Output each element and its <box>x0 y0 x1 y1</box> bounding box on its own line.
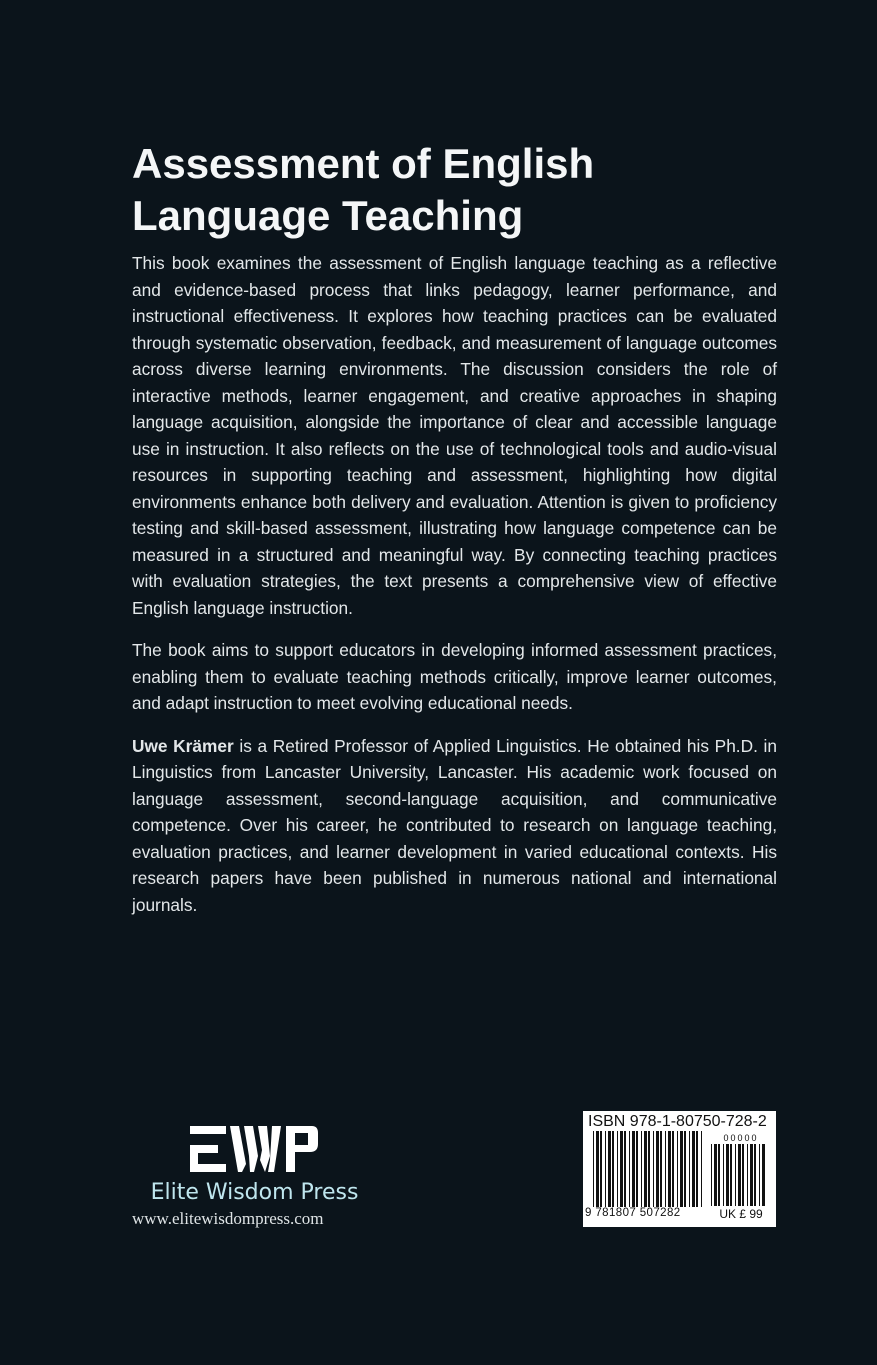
barcode-bar <box>735 1144 736 1206</box>
barcode-bar <box>612 1131 614 1207</box>
barcode-bar <box>738 1144 741 1206</box>
barcode-bar <box>636 1131 638 1207</box>
barcode-bar <box>629 1131 630 1207</box>
barcode-bar <box>600 1131 602 1207</box>
barcode-main-bars <box>593 1131 705 1207</box>
barcode-bar <box>730 1144 732 1206</box>
barcode-bar <box>747 1144 748 1206</box>
barcode-bar <box>672 1131 674 1207</box>
ewp-logo-icon <box>190 1120 320 1178</box>
barcode-bar <box>644 1131 647 1207</box>
isbn-barcode <box>583 1111 776 1227</box>
book-title <box>132 138 772 242</box>
barcode-bar <box>605 1131 606 1207</box>
barcode-bar <box>711 1144 712 1206</box>
barcode-bar <box>754 1144 756 1206</box>
publisher-name: Elite Wisdom Press <box>150 1180 359 1205</box>
barcode-digits: 9 781807 507282 <box>585 1207 681 1219</box>
barcode-bar <box>723 1144 724 1206</box>
barcode-bar <box>726 1144 729 1206</box>
barcode-bar <box>624 1131 626 1207</box>
barcode-bar <box>689 1131 690 1207</box>
barcode-bar <box>608 1131 611 1207</box>
barcode-bar <box>653 1131 654 1207</box>
blurb-paragraph-1: This book examines the assessment of English language teaching as a reflective and evidence-based process that links pedagogy, learner performance, and instructional effectiveness. It explores how teaching practices can be evaluated through systematic observation, feedback, and measurement of language outcomes across diverse learning environments. The discussion considers the role of interactive methods, learner engagement, and creative approaches in shaping language acquisition, alongside the importance of clear and accessible language use in instruction. It also reflects on the use of technological tools and audio-visual resources in supporting teaching and assessment, highlighting how digital environments enhance both delivery and evaluation. Attention is given to proficiency testing and skill-based assessment, illustrating how language competence can be measured in a structured and meaningful way. By connecting teaching practices with evaluation strategies, the text presents a comprehensive view of effective English language instruction. <box>132 253 777 618</box>
barcode-bar <box>632 1131 635 1207</box>
barcode-bar <box>692 1131 695 1207</box>
price-label: UK £ 99 <box>719 1207 763 1221</box>
isbn-label: ISBN 978-1-80750-728-2 <box>588 1113 767 1130</box>
title-line-1: Assessment of English <box>132 140 595 187</box>
barcode-bar <box>742 1144 744 1206</box>
author-bio <box>132 733 777 919</box>
barcode-addon-bars <box>711 1144 767 1206</box>
barcode-bar <box>660 1131 662 1207</box>
barcode-bar <box>668 1131 671 1207</box>
barcode-bar <box>656 1131 659 1207</box>
barcode-bar <box>696 1131 698 1207</box>
author-bio-text: is a Retired Professor of Applied Linguistics. He obtained his Ph.D. in Linguistics from Lancaster University, Lancaster. His academic work focused on language assessment, second-language acquisition, and communicative competence. Over his career, he contributed to research on language teaching, evaluation practices, and learner development in varied educational contexts. His research papers have been published in numerous national and international journals. <box>132 735 777 915</box>
barcode-bar <box>680 1131 683 1207</box>
barcode-bar <box>617 1131 618 1207</box>
title-line-2: Language Teaching <box>132 192 524 239</box>
barcode-addon-digits: 00000 <box>723 1133 759 1143</box>
barcode-bar <box>677 1131 678 1207</box>
barcode-bar <box>620 1131 623 1207</box>
barcode-bar <box>718 1144 720 1206</box>
barcode-bar <box>714 1144 717 1206</box>
blurb <box>132 250 777 934</box>
barcode-bar <box>641 1131 642 1207</box>
barcode-bar <box>750 1144 753 1206</box>
barcode-bar <box>701 1131 702 1207</box>
barcode-bar <box>762 1144 765 1206</box>
barcode-bar <box>593 1131 594 1207</box>
barcode-bar <box>665 1131 666 1207</box>
publisher-url: www.elitewisdompress.com <box>132 1209 324 1228</box>
blurb-paragraph-2: The book aims to support educators in developing informed assessment practices, enabling them to evaluate teaching methods critically, improve learner outcomes, and adapt instruction to meet evolving educational needs. <box>132 640 777 713</box>
barcode-bar <box>759 1144 760 1206</box>
barcode-bar <box>596 1131 599 1207</box>
author-name: Uwe Krämer <box>132 735 234 756</box>
barcode-bar <box>684 1131 686 1207</box>
barcode-bar <box>648 1131 650 1207</box>
